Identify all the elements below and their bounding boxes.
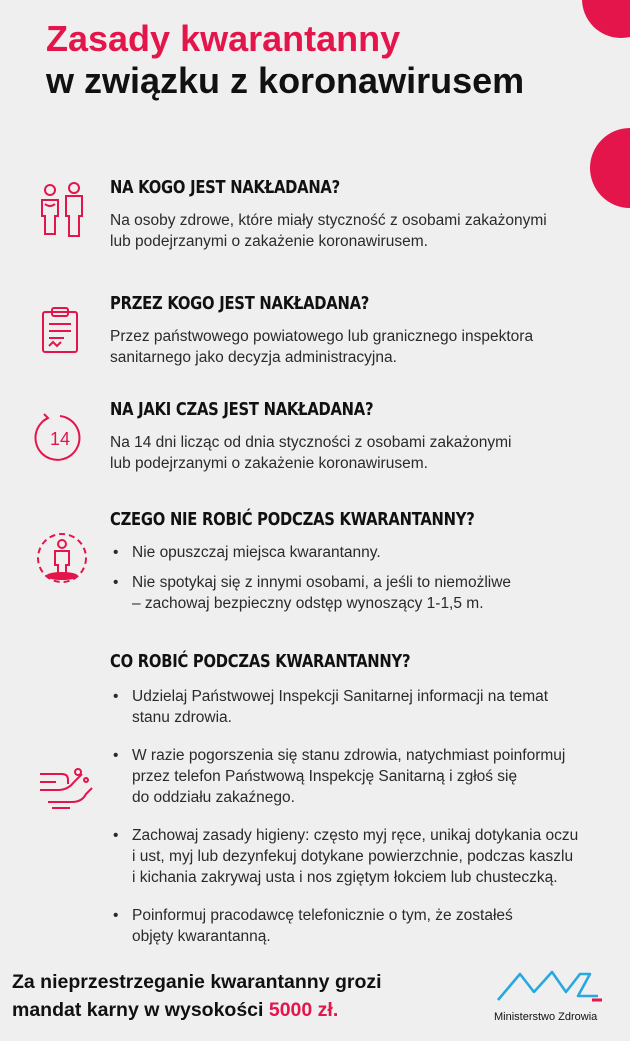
section-dont bbox=[110, 508, 615, 623]
text-line: • Zachowaj zasady higieny: często myj ręce, unikaj dotykania oczu bbox=[132, 827, 579, 844]
text-line: • Udzielaj Państwowej Inspekcji Sanitarnej informacji na temat bbox=[132, 688, 549, 705]
section-text bbox=[110, 432, 615, 474]
text-line: • Poinformuj pracodawcę telefonicznie o tym, że zostałeś bbox=[132, 907, 513, 924]
handwashing-icon bbox=[38, 764, 94, 812]
section-how-long bbox=[110, 398, 615, 474]
text-line: i ust, myj lub dezynfekuj dotykane powierzchnie, podczas kaszlu bbox=[132, 848, 574, 865]
section-heading: CO ROBIĆ PODCZAS KWARANTANNY? bbox=[110, 651, 411, 672]
svg-text:14: 14 bbox=[49, 429, 71, 449]
text-line: Na 14 dni licząc od dnia styczności z osobami zakażonymi bbox=[110, 434, 512, 451]
text-line: • Nie opuszczaj miejsca kwarantanny. bbox=[132, 544, 381, 561]
clipboard-icon bbox=[40, 306, 80, 354]
list-item bbox=[110, 825, 615, 888]
decorative-circle-top bbox=[582, 0, 630, 38]
text-line: objęty kwarantanną. bbox=[132, 928, 271, 945]
section-heading: PRZEZ KOGO JEST NAKŁADANA? bbox=[110, 293, 370, 314]
isolated-person-icon bbox=[34, 530, 90, 586]
section-do bbox=[110, 650, 615, 956]
text-line: Na osoby zdrowe, które miały styczność z osobami zakażonymi bbox=[110, 212, 547, 229]
text-line: i kichania zakrywaj usta i nos zgiętym łokciem lub chusteczką. bbox=[132, 869, 558, 886]
section-text bbox=[110, 210, 615, 252]
penalty-notice bbox=[12, 968, 382, 1024]
people-icon bbox=[36, 182, 88, 238]
dont-list bbox=[110, 542, 615, 614]
list-item bbox=[110, 572, 615, 614]
penalty-line-2 bbox=[12, 996, 382, 1024]
do-list bbox=[110, 686, 615, 947]
section-heading: CZEGO NIE ROBIĆ PODCZAS KWARANTANNY? bbox=[110, 509, 475, 530]
section-heading: NA KOGO JEST NAKŁADANA? bbox=[110, 177, 340, 198]
fourteen-days-icon bbox=[34, 412, 86, 464]
list-item bbox=[110, 905, 615, 947]
penalty-line-1: Za nieprzestrzeganie kwarantanny grozi bbox=[12, 971, 382, 993]
section-heading: NA JAKI CZAS JEST NAKŁADANA? bbox=[110, 399, 374, 420]
section-text bbox=[110, 326, 615, 368]
text-line: lub podejrzanymi o zakażenie koronawirusem. bbox=[110, 455, 428, 472]
text-line: lub podejrzanymi o zakażenie koronawirusem. bbox=[110, 233, 428, 250]
list-item bbox=[110, 542, 615, 563]
title-line-1: Zasady kwarantanny bbox=[46, 18, 401, 59]
mz-logo-icon bbox=[494, 968, 604, 1004]
penalty-text: mandat karny w wysokości bbox=[12, 999, 269, 1021]
list-item bbox=[110, 686, 615, 728]
ministry-name: Ministerstwo Zdrowia bbox=[494, 1011, 598, 1023]
section-by-whom bbox=[110, 292, 615, 368]
list-item bbox=[110, 745, 615, 808]
section-who bbox=[110, 176, 615, 252]
page-title bbox=[46, 18, 524, 102]
ministry-logo bbox=[494, 968, 619, 1023]
text-line: Przez państwowego powiatowego lub granicznego inspektora bbox=[110, 328, 534, 345]
text-line: • Nie spotykaj się z innymi osobami, a jeśli to niemożliwe bbox=[132, 574, 512, 591]
text-line: • W razie pogorszenia się stanu zdrowia, natychmiast poinformuj bbox=[132, 747, 566, 764]
penalty-amount: 5000 zł. bbox=[268, 999, 339, 1021]
text-line: – zachowaj bezpieczny odstęp wynoszący 1-1,5 m. bbox=[132, 595, 484, 612]
text-line: przez telefon Państwową Inspekcję Sanitarną i zgłoś się bbox=[132, 768, 518, 785]
text-line: sanitarnego jako decyzja administracyjna. bbox=[110, 349, 397, 366]
text-line: do oddziału zakaźnego. bbox=[132, 789, 295, 806]
title-line-2: w związku z koronawirusem bbox=[46, 60, 525, 101]
text-line: stanu zdrowia. bbox=[132, 709, 232, 726]
